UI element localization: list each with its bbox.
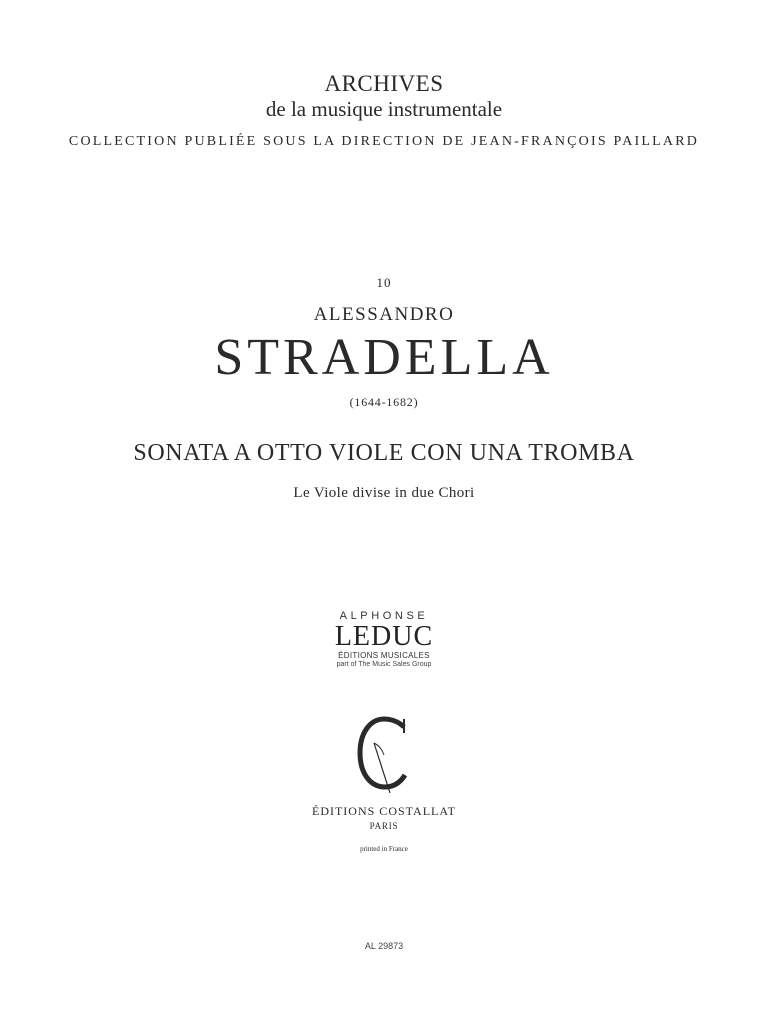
composer-last-name: STRADELLA [214,329,554,386]
composer-dates: (1644-1682) [349,395,419,409]
printed-in-note: printed in France [360,845,408,853]
composer-first-name: ALESSANDRO [313,304,455,325]
leduc-logo-editions: ÉDITIONS MUSICALES [338,651,430,660]
series-subtitle: de la musique instrumentale [265,97,503,121]
work-title: SONATA A OTTO VIOLE CON UNA TROMBA [133,440,635,466]
costallat-c-monogram-icon [354,715,414,795]
leduc-logo-group: part of The Music Sales Group [336,661,432,668]
leduc-logo-prefix: ALPHONSE [339,610,429,622]
publisher-city: PARIS [369,821,399,831]
work-subtitle: Le Viole divise in due Chori [293,485,475,501]
publisher-name: ÉDITIONS COSTALLAT [311,804,457,818]
catalog-number: AL 29873 [364,941,404,951]
series-title: ARCHIVES [324,71,444,96]
leduc-logo-name: LEDUC [334,621,434,652]
leduc-logo [0,610,768,669]
collection-line: COLLECTION PUBLIÉE SOUS LA DIRECTION DE JEAN-FRANÇOIS PAILLARD [68,134,700,149]
volume-number: 10 [376,275,392,290]
